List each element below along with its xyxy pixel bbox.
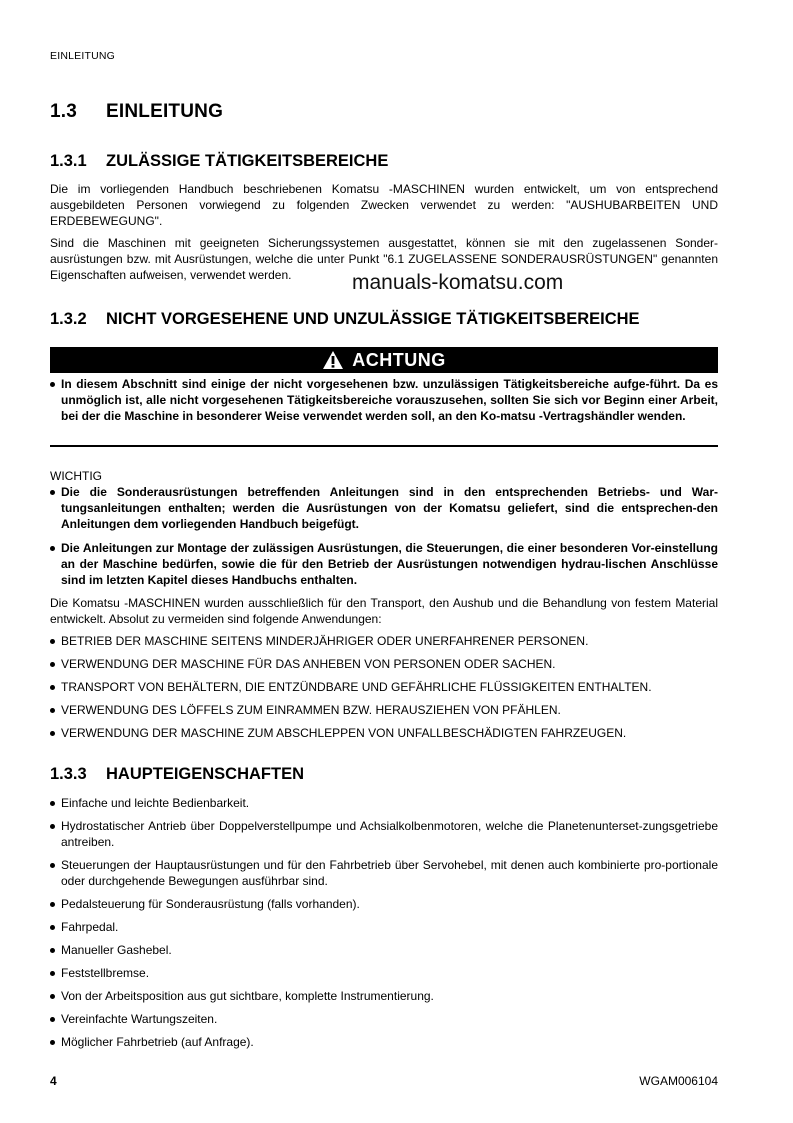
bullet-icon [50,824,55,829]
bullet-icon [50,925,55,930]
document-code: WGAM006104 [639,1074,718,1088]
list-item-text: Fahrpedal. [61,920,119,935]
warning-banner [50,347,718,373]
subsection-title-133 [50,765,304,784]
list-item [50,988,718,1004]
list-item-text: VERWENDUNG DES LÖFFELS ZUM EINRAMMEN BZW. HERAUSZIEHEN VON PFÄHLEN. [61,703,561,717]
subsection-title-text: NICHT VORGESEHENE UND UNZULÄSSIGE TÄTIGKEITSBEREICHE [106,310,640,328]
list-item-text: VERWENDUNG DER MASCHINE ZUM ABSCHLEPPEN VON UNFALLBESCHÄDIGTEN FAHRZEUGEN. [61,726,627,740]
list-item [50,679,718,695]
bullet-icon [50,994,55,999]
warning-text [50,376,718,425]
list-item [50,702,718,718]
bullet-icon [50,801,55,806]
subsection-title-132 [50,310,640,329]
warning-label: ACHTUNG [352,349,446,370]
list-item-text: Die Anleitungen zur Montage der zulässigen Ausrüstungen, die Steuerungen, die einer besonderen Vor-einstellung an der Maschine bedürfen, sowie die für den Betrieb der Ausrüstungen notwendigen hydrau-lischen Anschlüsse sind im letzten Kapitel dieses Handbuchs enthalten. [61,540,718,588]
s131-paragraph-1 [50,181,718,230]
subsection-title-text: ZULÄSSIGE TÄTIGKEITSBEREICHE [106,152,389,170]
list-item-text: Hydrostatischer Antrieb über Doppelverstellpumpe und Achsialkolbenmotoren, welche die Planetenunterset-zungsgetriebe antreiben. [61,819,718,850]
bullet-icon [50,382,55,387]
list-item [50,942,718,958]
list-item [50,725,718,741]
bullet-icon [50,685,55,690]
list-item-text: In diesem Abschnitt sind einige der nicht vorgesehenen bzw. unzulässigen Tätigkeitsbereiche aufge-führt. Da es unmöglich ist, alle nicht vorgesehenen Tätigkeitsbereiche vorauszusehen, sollten Sie sich vor Beginn einer Arbeit, bei der die Maschine in besonderer Weise verwendet werden soll, an den Ko-matsu -Vertragshändler wenden. [61,377,718,424]
bullet-icon [50,731,55,736]
bullet-icon [50,708,55,713]
list-item-text: TRANSPORT VON BEHÄLTERN, DIE ENTZÜNDBARE UND GEFÄHRLICHE FLÜSSIGKEITEN ENTHALTEN. [61,680,652,694]
list-item [50,1011,718,1027]
paragraph: Die im vorliegenden Handbuch beschriebenen Komatsu -MASCHINEN wurden entwickelt, um von entsprechend ausgebildeten Personen vorwiegend zu folgenden Zwecken verwendet zu werden: "AUSHUBARBEITEN UND ERDEBEWEGUNG". [50,182,718,229]
paragraph: Die Komatsu -MASCHINEN wurden ausschließlich für den Transport, den Aushub und die Behandlung von festem Material entwickelt. Absolut zu vermeiden sind folgende Anwendungen: [50,596,718,627]
divider [50,445,718,447]
prohibited-list [50,633,718,741]
bullet-icon [50,490,55,495]
list-item-text: Von der Arbeitsposition aus gut sichtbare, komplette Instrumentierung. [61,989,434,1004]
list-item [50,376,718,425]
list-item-text: Vereinfachte Wartungszeiten. [61,1012,218,1027]
list-item-text: Feststellbremse. [61,966,150,981]
list-item-text: Einfache und leichte Bedienbarkeit. [61,796,250,810]
subsection-number: 1.3.1 [50,152,87,170]
list-item-text: Die die Sonderausrüstungen betreffenden Anleitungen sind in den entsprechenden Betriebs- und War-tungsanleitungen enthalten; werden die Ausrüstungen von der Komatsu geliefert, sind die entsprechen-den Anleitungen dem vorliegenden Handbuch beigefügt. [61,485,718,532]
list-item [50,818,718,850]
running-header: EINLEITUNG [50,50,116,62]
important-list [50,484,718,588]
paragraph: Sind die Maschinen mit geeigneten Sicherungssystemen ausgestattet, können sie mit den zugelassenen Sonder-ausrüstungen bzw. mit Ausrüstungen, welche die unter Punkt "6.1 ZUGELASSENE SONDERAUSRÜSTUNGEN" genannten Eigenschaften aufweisen, verwendet werden. [50,236,718,283]
bullet-icon [50,639,55,644]
list-item [50,919,718,935]
bullet-icon [50,546,55,551]
bullet-icon [50,1040,55,1045]
list-item-text: Pedalsteuerung für Sonderausrüstung (falls vorhanden). [61,897,360,912]
list-item-text: Manueller Gashebel. [61,943,172,958]
section-title [50,101,223,123]
list-item-text: VERWENDUNG DER MASCHINE FÜR DAS ANHEBEN VON PERSONEN ODER SACHEN. [61,657,556,671]
bullet-icon [50,863,55,868]
warning-triangle-icon [322,350,344,370]
subsection-title-131 [50,152,388,171]
list-item [50,656,718,672]
section-title-text: EINLEITUNG [106,101,224,122]
page-number: 4 [50,1074,57,1088]
bullet-icon [50,971,55,976]
subsection-number: 1.3.3 [50,765,87,783]
list-item-text: Möglicher Fahrbetrieb (auf Anfrage). [61,1035,254,1050]
features-list [50,795,718,1051]
subsection-number: 1.3.2 [50,310,87,328]
list-item [50,540,718,589]
list-item-text: BETRIEB DER MASCHINE SEITENS MINDERJÄHRIGER ODER UNERFAHRENER PERSONEN. [61,634,589,648]
list-item [50,633,718,649]
usage-intro [50,595,718,627]
subsection-title-text: HAUPTEIGENSCHAFTEN [106,765,305,783]
bullet-icon [50,1017,55,1022]
bullet-icon [50,902,55,907]
list-item [50,484,718,533]
list-item [50,896,718,912]
bullet-icon [50,662,55,667]
bullet-icon [50,948,55,953]
watermark: manuals-komatsu.com [352,271,564,294]
section-number: 1.3 [50,101,78,122]
list-item-text: Steuerungen der Hauptausrüstungen und für den Fahrbetrieb über Servohebel, mit denen auch kombinierte pro-portionale oder durchgehende Bewegungen ausführbar sind. [61,858,718,889]
important-label: WICHTIG [50,469,102,483]
list-item [50,1034,718,1050]
list-item [50,857,718,889]
list-item [50,965,718,981]
list-item [50,795,718,811]
